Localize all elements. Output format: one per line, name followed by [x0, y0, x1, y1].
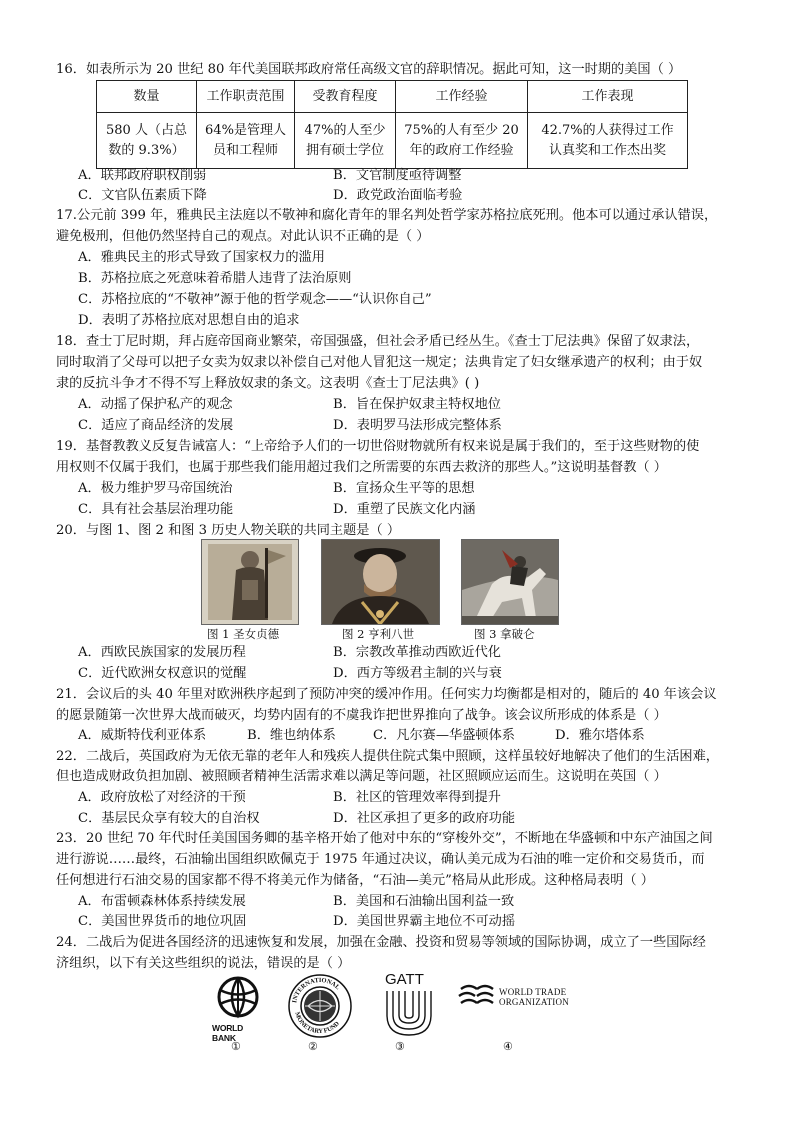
q17-option-c: C．苏格拉底的“不敬神”源于他的哲学观念——“认识你自己” — [78, 292, 432, 307]
figure-3-caption: 图 3 拿破仑 — [474, 627, 535, 641]
q18-stem-line: 同时取消了父母可以把子女卖为奴隶以补偿自己对他人冒犯这一规定；法典肯定了妇女继承遗产的权利；由于奴 — [56, 355, 703, 370]
q22-option-a: A．政府放松了对经济的干预 — [78, 790, 246, 805]
logo-number-2: ② — [308, 1040, 318, 1053]
q20-option-b: B．宗教改革推动西欧近代化 — [333, 645, 501, 660]
imf-logo — [287, 973, 353, 1039]
logo-number-3: ③ — [395, 1040, 405, 1053]
q17-option-a: A．雅典民主的形式导致了国家权力的滥用 — [78, 250, 325, 265]
q16-option-c: C．文官队伍素质下降 — [78, 188, 207, 203]
q19-stem-line: 用权则不仅属于我们，也属于那些我们能用超过我们之所需要的东西去救济的那些人。”这说明基督教（ ） — [56, 460, 667, 475]
q16-table — [96, 80, 688, 169]
q22-stem-line: 22．二战后，英国政府为无依无靠的老年人和残疾人提供住院式集中照顾，这样虽较好地解决了他们的生活困难， — [56, 749, 719, 764]
gatt-logo — [381, 971, 437, 1039]
q24-stem-line: 济组织，以下有关这些组织的说法，错误的是（ ） — [56, 956, 351, 971]
q19-option-a: A．极力维护罗马帝国统治 — [78, 481, 233, 496]
q22-option-c: C．基层民众享有较大的自治权 — [78, 811, 260, 826]
wto-logo — [457, 981, 582, 1015]
logo-number-1: ① — [231, 1040, 241, 1053]
table-header: 受教育程度 — [295, 81, 396, 113]
q21-option-b: B．维也纳体系 — [247, 728, 336, 743]
q16-stem: 16．如表所示为 20 世纪 80 年代美国联邦政府常任高级文官的辞职情况。据此可知，这一时期的美国（ ） — [56, 62, 682, 77]
table-header: 工作经验 — [396, 81, 528, 113]
q17-option-b: B．苏格拉底之死意味着希腊人违背了法治原则 — [78, 271, 352, 286]
q18-option-c: C．适应了商品经济的发展 — [78, 418, 234, 433]
q23-stem-line: 进行游说……最终，石油输出国组织欧佩克于 1975 年通过决议，确认美元成为石油的唯一定价和交易货币，而 — [56, 852, 705, 867]
q21-stem-line: 21．会议后的头 40 年里对欧洲秩序起到了预防冲突的缓冲作用。任何实力均衡都是相对的，随后的 40 年该会议 — [56, 687, 717, 702]
q16-option-a: A．联邦政府职权削弱 — [78, 168, 207, 183]
henry-viii-image — [321, 539, 440, 625]
q21-stem-line: 的愿景随第一次世界大战而破灭，均势内固有的不虞我诈把世界推向了战争。该会议所形成的体系是（ ） — [56, 708, 667, 723]
q19-option-c: C．具有社会基层治理功能 — [78, 502, 234, 517]
q21-option-c: C．凡尔赛—华盛顿体系 — [373, 728, 515, 743]
world-bank-logo — [210, 973, 266, 1043]
table-header: 数量 — [97, 81, 197, 113]
q22-stem-line: 但也造成财政负担加剧、被照顾者精神生活需求难以满足等问题，社区照顾应运而生。这说明在英国（ ） — [56, 769, 667, 784]
q18-stem-line: 18．查士丁尼时期，拜占庭帝国商业繁荣，帝国强盛，但社会矛盾已经丛生。《查士丁尼法典》保留了奴隶法， — [56, 334, 700, 349]
figure-2-caption: 图 2 亨利八世 — [342, 627, 415, 641]
joan-of-arc-image — [201, 539, 299, 625]
table-cell: 47%的人至少 拥有硕士学位 — [295, 113, 396, 169]
q23-stem-line: 任何想进行石油交易的国家都不得不将美元作为储备，“石油—美元”格局从此形成。这种格局表明（ ） — [56, 873, 654, 888]
q19-option-d: D．重塑了民族文化内涵 — [333, 502, 476, 517]
q16-option-b: B．文官制度亟待调整 — [333, 168, 462, 183]
table-cell: 42.7%的人获得过工作 认真奖和工作杰出奖 — [528, 113, 688, 169]
gatt-logo-text: GATT — [385, 971, 424, 988]
q23-stem-line: 23．20 世纪 70 年代时任美国国务卿的基辛格开始了他对中东的“穿梭外交”，不断地在华盛顿和中东产油国之间 — [56, 831, 713, 846]
table-header: 工作职责范围 — [197, 81, 295, 113]
napoleon-image — [461, 539, 559, 625]
wto-logo-text: WORLD TRADE ORGANIZATION — [499, 987, 569, 1007]
q23-option-a: A．布雷顿森林体系持续发展 — [78, 894, 246, 909]
world-bank-logo-text: WORLD BANK — [212, 1023, 244, 1043]
q17-option-d: D．表明了苏格拉底对思想自由的追求 — [78, 313, 300, 328]
q21-option-a: A．威斯特伐利亚体系 — [78, 728, 207, 743]
figure-1-caption: 图 1 圣女贞德 — [207, 627, 280, 641]
q16-option-d: D．政党政治面临考验 — [333, 188, 463, 203]
q19-option-b: B．宣扬众生平等的思想 — [333, 481, 475, 496]
q21-option-d: D．雅尔塔体系 — [555, 728, 645, 743]
q18-option-a: A．动摇了保护私产的观念 — [78, 397, 233, 412]
q20-option-a: A．西欧民族国家的发展历程 — [78, 645, 246, 660]
q23-option-b: B．美国和石油输出国利益一致 — [333, 894, 515, 909]
q22-option-d: D．社区承担了更多的政府功能 — [333, 811, 516, 826]
q22-option-b: B．社区的管理效率得到提升 — [333, 790, 501, 805]
table-cell: 64%是管理人 员和工程师 — [197, 113, 295, 169]
q17-stem-line: 避免极刑，但他仍然坚持自己的观点。对此认识不正确的是（ ） — [56, 229, 430, 244]
q17-stem-line: 17.公元前 399 年，雅典民主法庭以不敬神和腐化青年的罪名判处哲学家苏格拉底死刑。他本可以通过承认错误， — [56, 208, 718, 223]
q20-option-c: C．近代欧洲女权意识的觉醒 — [78, 666, 247, 681]
q23-option-d: D．美国世界霸主地位不可动摇 — [333, 914, 516, 929]
q23-option-c: C．美国世界货币的地位巩固 — [78, 914, 247, 929]
logo-number-4: ④ — [503, 1040, 513, 1053]
q19-stem-line: 19．基督教教义反复告诫富人：“上帝给予人们的一切世俗财物就所有权来说是属于我们的，至于这些财物的使 — [56, 439, 700, 454]
table-cell: 75%的人有至少 20 年的政府工作经验 — [396, 113, 528, 169]
q24-stem-line: 24．二战后为促进各国经济的迅速恢复和发展，加强在金融、投资和贸易等领域的国际协调，成立了一些国际经 — [56, 935, 706, 950]
q18-stem-line: 隶的反抗斗争才不得不写上释放奴隶的条文。这表明《查士丁尼法典》( ) — [56, 376, 480, 391]
imf-bottom-text: MONETARY FUND — [293, 1011, 341, 1036]
imf-top-text: INTERNATIONAL — [291, 976, 342, 1004]
table-header: 工作表现 — [528, 81, 688, 113]
q18-option-b: B．旨在保护奴隶主特权地位 — [333, 397, 501, 412]
q18-option-d: D．表明罗马法形成完整体系 — [333, 418, 502, 433]
q20-stem: 20．与图 1、图 2 和图 3 历史人物关联的共同主题是（ ） — [56, 523, 401, 538]
q20-option-d: D．西方等级君主制的兴与衰 — [333, 666, 502, 681]
table-cell: 580 人（占总 数的 9.3%） — [97, 113, 197, 169]
